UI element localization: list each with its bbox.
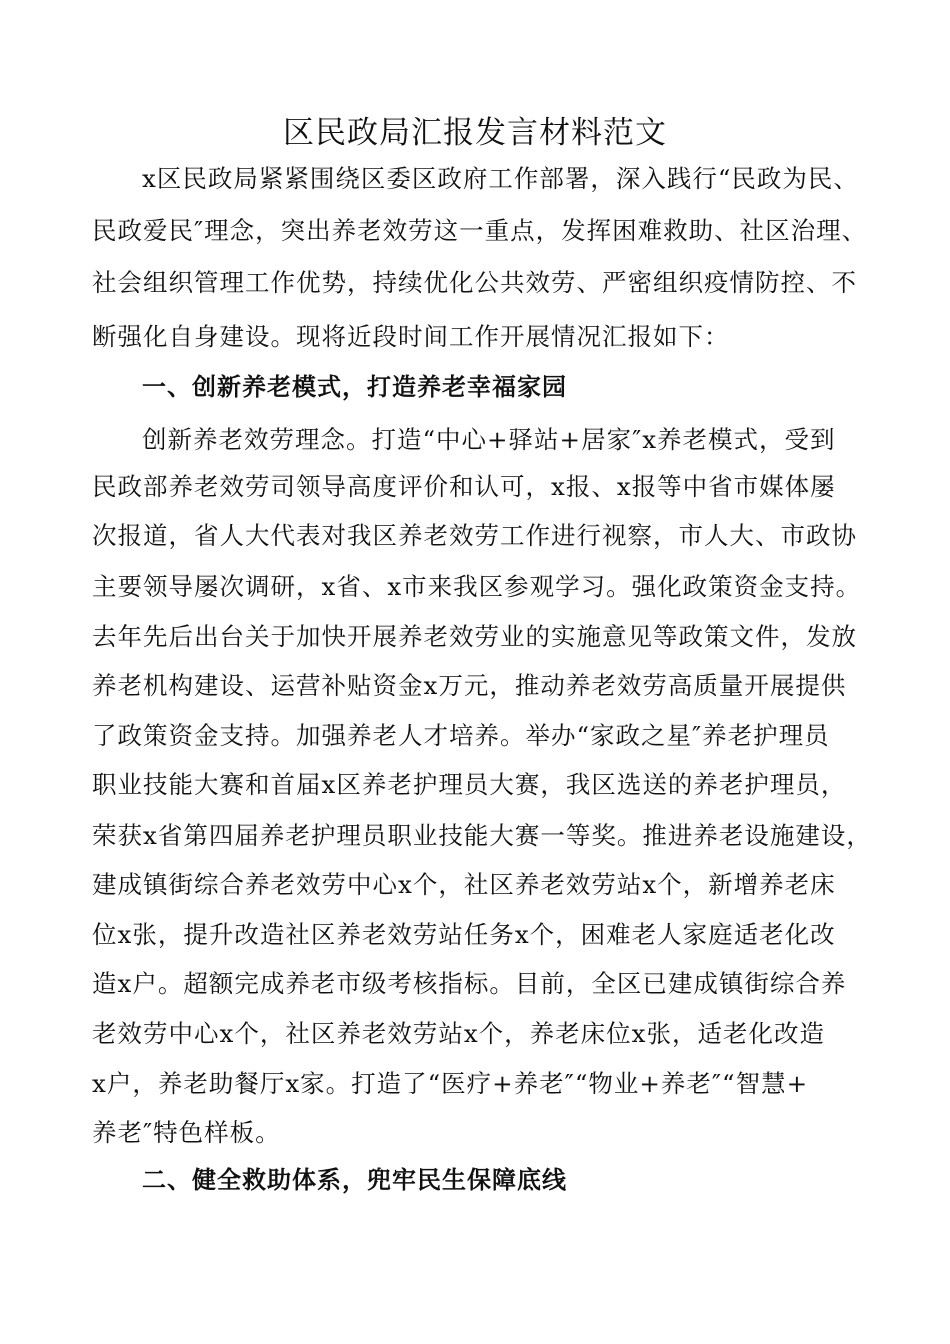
- body-line: 荣获x省第四届养老护理员职业技能大赛一等奖。推进养老设施建设，: [92, 821, 872, 850]
- body-line: 建成镇街综合养老效劳中心x个，社区养老效劳站x个，新增养老床: [92, 870, 836, 899]
- intro-line: 断强化自身建设。现将近段时间工作开展情况汇报如下：: [92, 322, 730, 351]
- body-line: 职业技能大赛和首届x区养老护理员大赛，我区选送的养老护理员，: [92, 770, 847, 799]
- intro-line: x区民政局紧紧围绕区委区政府工作部署，深入践行“民政为民、: [142, 164, 859, 193]
- body-line: 养老″特色样板。: [92, 1118, 281, 1147]
- body-line: x户，养老助餐厅x家。打造了“医疗+养老″“物业+养老″“智慧+: [92, 1069, 809, 1098]
- intro-line: 社会组织管理工作优势，持续优化公共效劳、严密组织疫情防控、不: [92, 268, 857, 297]
- section-heading: 一、创新养老模式，打造养老幸福家园: [142, 373, 567, 401]
- body-line: 民政部养老效劳司领导高度评价和认可，x报、x报等中省市媒体屡: [92, 472, 836, 501]
- body-line: 造x户。超额完成养老市级考核指标。目前，全区已建成镇街综合养: [92, 969, 847, 998]
- body-line: 次报道，省人大代表对我区养老效劳工作进行视察，市人大、市政协: [92, 521, 857, 550]
- body-line: 养老机构建设、运营补贴资金x万元，推动养老效劳高质量开展提供: [92, 671, 847, 700]
- body-line: 主要领导屡次调研，x省、x市来我区参观学习。强化政策资金支持。: [92, 572, 862, 601]
- body-line: 位x张，提升改造社区养老效劳站任务x个，困难老人家庭适老化改: [92, 920, 836, 949]
- document-title: 区民政局汇报发言材料范文: [283, 115, 667, 151]
- section-heading: 二、健全救助体系，兜牢民生保障底线: [142, 1166, 567, 1194]
- body-line: 创新养老效劳理念。打造“中心+驿站+居家″x养老模式，受到: [142, 425, 836, 454]
- body-line: 老效劳中心x个，社区养老效劳站x个，养老床位x张，适老化改造: [92, 1019, 825, 1048]
- body-line: 去年先后出台关于加快开展养老效劳业的实施意见等政策文件，发放: [92, 622, 857, 651]
- body-line: 了政策资金支持。加强养老人才培养。举办“家政之星″养老护理员: [92, 721, 830, 750]
- intro-line: 民政爱民″理念，突出养老效劳这一重点，发挥困难救助、社区治理、: [92, 216, 868, 245]
